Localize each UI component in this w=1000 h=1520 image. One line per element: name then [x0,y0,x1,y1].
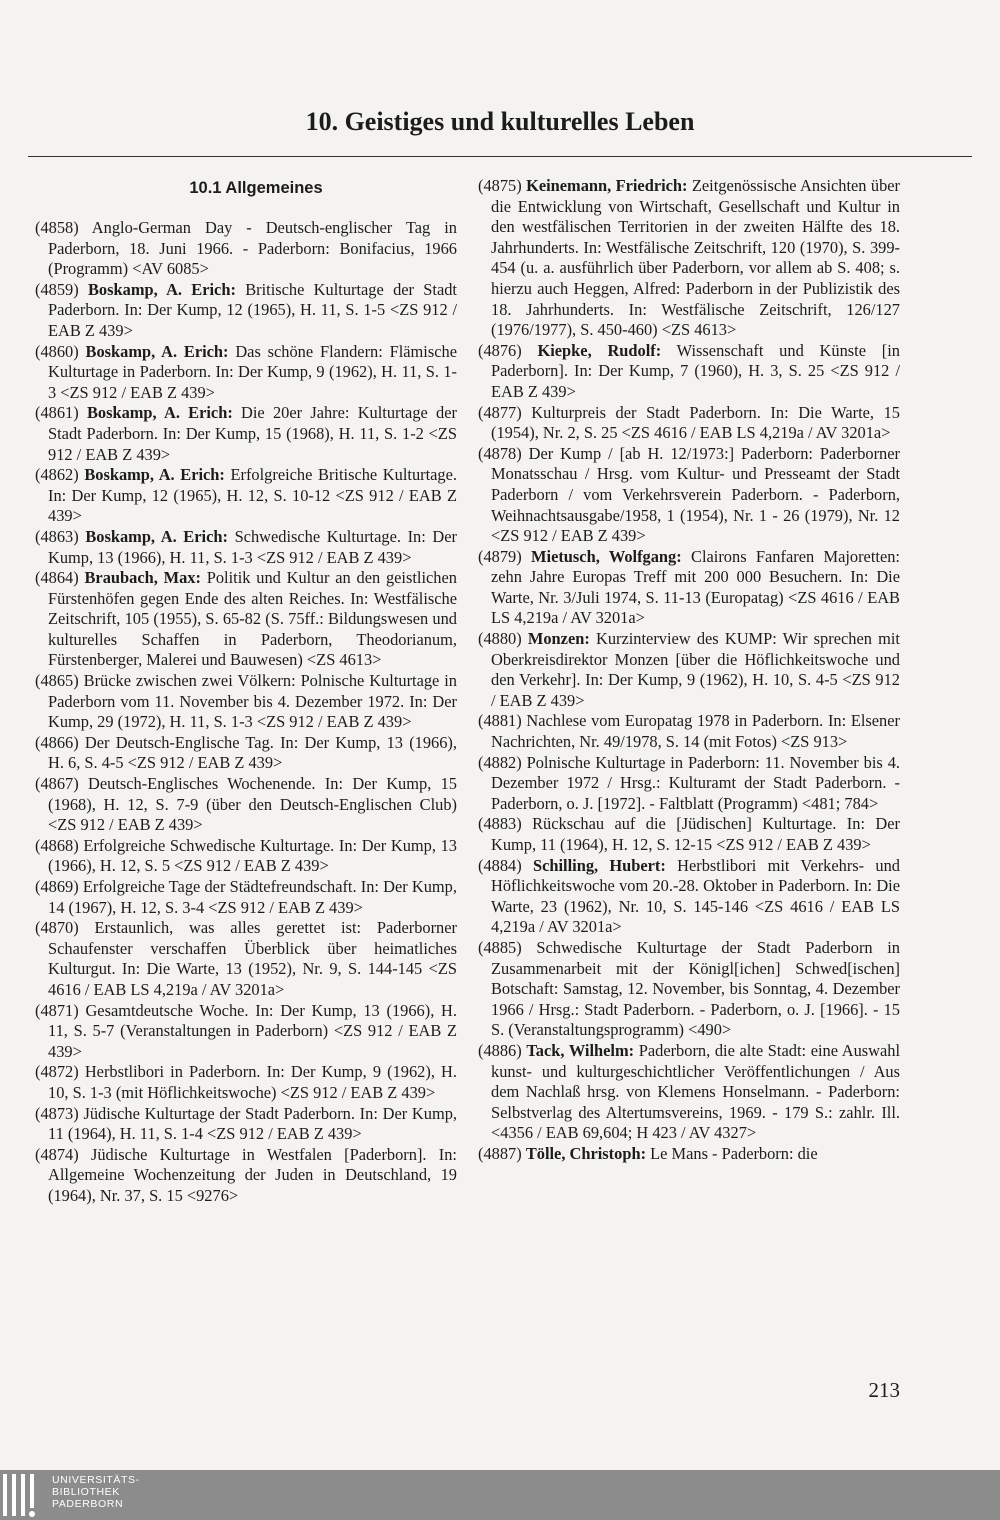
entry-number: (4877) [478,402,522,422]
bibliography-entry [35,1062,457,1103]
entry-number: (4872) [35,1062,79,1082]
entry-text: Jüdische Kulturtage in Westfalen [Paderborn]. In: Allgemeine Wochenzeitung der Juden in Deutschland, 19 (1964), Nr. 37, S. 15 <9276> [48,1144,457,1205]
bibliography-entry [478,856,900,938]
entry-number: (4871) [35,1000,79,1020]
bibliography-entry [35,342,457,404]
entry-number: (4859) [35,279,79,299]
library-name-line-2: BIBLIOTHEK [52,1486,120,1498]
entry-number: (4858) [35,218,79,237]
left-entry-list [35,218,457,1207]
entry-author: Monzen: [527,629,590,649]
bibliography-entry [35,671,457,733]
entry-author: Mietusch, Wolfgang: [531,546,682,566]
entry-author: Kiepke, Rudolf: [537,340,662,360]
entry-number: (4866) [35,732,79,752]
bibliography-entry [35,1001,457,1063]
bibliography-entry [478,176,900,341]
page-number: 213 [868,1378,900,1402]
entry-author: Tack, Wilhelm: [526,1040,635,1060]
library-name [52,1474,140,1510]
entry-text: Anglo-German Day - Deutsch-englischer Tag in Paderborn, 18. Juni 1966. - Paderborn: Bonifacius, 1966 (Programm) <AV 6085> [48,218,457,279]
entry-author: Boskamp, A. Erich: [85,341,229,361]
library-name-line-3: PADERBORN [52,1498,124,1510]
library-name-line-1: UNIVERSITÄTS- [52,1474,140,1486]
entry-number: (4870) [35,918,79,938]
bibliography-entry [478,1041,900,1144]
bibliography-entry [478,711,900,752]
entry-text: Polnische Kulturtage in Paderborn: 11. November bis 4. Dezember 1972 / Hrsg.: Kulturamt der Stadt Paderborn. - Paderborn, o. J. [1972]. - Faltblatt (Programm) <481; 784> [491,752,900,813]
left-column [35,176,457,1207]
library-logo-icon [3,1474,43,1518]
bibliography-entry [35,918,457,1000]
entry-number: (4884) [478,855,522,875]
entry-author: Schilling, Hubert: [532,855,666,875]
bibliography-entry [35,836,457,877]
entry-text: Schwedische Kulturtage der Stadt Paderborn in Zusammenarbeit mit der Königl[ichen] Schwed[ischen] Botschaft: Samstag, 12. November, bis Sonntag, 4. Dezember 1966 / Hrsg.: Stadt Paderborn. - Paderborn, o. J. [1966]. - 15 S. (Veranstaltungsprogramm) <490> [491,937,900,1040]
bibliography-entry [35,1104,457,1145]
entry-number: (4873) [35,1103,79,1123]
entry-number: (4867) [35,774,79,794]
bibliography-entry [35,403,457,465]
entry-author: Keinemann, Friedrich: [526,176,688,195]
entry-text: Erstaunlich, was alles gerettet ist: Paderborner Schaufenster verschaffen Überblick über heimatliches Kulturgut. In: Die Warte, 13 (1952), Nr. 9, S. 144-145 <ZS 4616 / EAB LS 4,219a / AV 3201a> [48,918,457,999]
entry-text: Herbstlibori in Paderborn. In: Der Kump, 9 (1962), H. 10, S. 1-3 (mit Höflichkeitswoche) <ZS 912 / EAB Z 439> [48,1062,457,1102]
entry-text: Erfolgreiche Tage der Städtefreundschaft. In: Der Kump, 14 (1967), H. 12, S. 3-4 <ZS 912 / EAB Z 439> [48,877,457,917]
entry-number: (4868) [35,835,79,855]
bibliography-entry [35,733,457,774]
bibliography-entry [35,877,457,918]
bibliography-entry [478,1144,900,1165]
title-divider [28,156,972,157]
entry-text: Le Mans - Paderborn: die [650,1143,818,1163]
bibliography-entry [478,814,900,855]
entry-text: Politik und Kultur an den geistlichen Fürstenhöfen gegen Ende des alten Reiches. In: Westfälische Zeitschrift, 105 (1955), S. 65-82 (S. 75ff.: Bildungswesen und kulturelles Schaffen in Paderborn, Theodorianum, Fürstenberger, Malerei und Bauwesen) <ZS 4613> [48,568,457,670]
entry-number: (4887) [478,1143,522,1163]
entry-text: Rückschau auf die [Jüdischen] Kulturtage. In: Der Kump, 11 (1964), H. 12, S. 12-15 <ZS 912 / EAB Z 439> [491,814,900,854]
entry-text: Brücke zwischen zwei Völkern: Polnische Kulturtage in Paderborn vom 11. November bis 4. Dezember 1972. In: Der Kump, 29 (1972), H. 11, S. 1-3 <ZS 912 / EAB Z 439> [48,671,457,732]
entry-number: (4865) [35,671,79,691]
entry-text: Paderborn, die alte Stadt: eine Auswahl kunst- und kulturgeschichtlicher Veröffentlichungen / Aus dem Nachlaß hrsg. von Klemens Honselmann. - Paderborn: Selbstverlag des Altertumsvereins, 1969. - 179 S.: zahlr. Ill. <4356 / EAB 69,604; H 423 / AV 4327> [491,1040,901,1143]
entry-number: (4881) [478,711,522,731]
bibliography-entry [478,753,900,815]
bibliography-entry [35,465,457,527]
entry-text: Deutsch-Englisches Wochenende. In: Der Kump, 15 (1968), H. 12, S. 7-9 (über den Deutsch-Englischen Club) <ZS 912 / EAB Z 439> [48,774,457,835]
entry-author: Boskamp, A. Erich: [88,279,236,299]
entry-number: (4878) [478,443,522,463]
entry-text: Gesamtdeutsche Woche. In: Der Kump, 13 (1966), H. 11, S. 5-7 (Veranstaltungen in Paderborn) <ZS 912 / EAB Z 439> [48,1000,457,1061]
bibliography-entry [478,629,900,711]
bibliography-entry [35,218,457,280]
entry-number: (4879) [478,546,522,566]
entry-text: Herbstlibori mit Verkehrs- und Höflichkeitswoche vom 20.-28. Oktober in Paderborn. In: Die Warte, 23 (1962), Nr. 10, S. 145-146 <ZS 4616 / EAB LS 4,219a / AV 3201a> [491,855,900,937]
bibliography-entry [478,444,900,547]
entry-number: (4860) [35,341,79,361]
entry-text: Wissenschaft und Künste [in Paderborn]. In: Der Kump, 7 (1960), H. 3, S. 25 <ZS 912 / EAB Z 439> [491,340,900,401]
bibliography-entry [35,568,457,671]
entry-number: (4863) [35,526,79,546]
bibliography-entry [478,938,900,1041]
bibliography-entry [478,547,900,629]
entry-text: Die 20er Jahre: Kulturtage der Stadt Paderborn. In: Der Kump, 15 (1968), H. 11, S. 1-2 <ZS 912 / EAB Z 439> [48,403,457,464]
entry-text: Nachlese vom Europatag 1978 in Paderborn. In: Elsener Nachrichten, Nr. 49/1978, S. 14 (mit Fotos) <ZS 913> [491,711,900,752]
entry-text: Kulturpreis der Stadt Paderborn. In: Die Warte, 15 (1954), Nr. 2, S. 25 <ZS 4616 / EAB LS 4,219a / AV 3201a> [491,402,900,443]
entry-number: (4862) [35,465,79,485]
entry-number: (4864) [35,568,79,588]
entry-number: (4880) [478,629,522,649]
section-title: 10.1 Allgemeines [189,179,323,197]
entry-number: (4861) [35,403,79,423]
entry-text: Clairons Fanfaren Majoretten: zehn Jahre Europas Treff mit 200 000 Besuchern. In: Die Warte, Nr. 3/Juli 1974, S. 11-13 (Europatag) <ZS 4616 / EAB LS 4,219a / AV 3201a> [491,546,900,628]
chapter-title: 10. Geistiges und kulturelles Leben [305,107,695,136]
entry-number: (4875) [478,176,522,195]
entry-number: (4886) [478,1040,522,1060]
entry-text: Erfolgreiche Schwedische Kulturtage. In: Der Kump, 13 (1966), H. 12, S. 5 <ZS 912 / EAB Z 439> [48,835,457,876]
entry-number: (4885) [478,937,522,957]
entry-number: (4869) [35,877,79,896]
bibliography-entry [478,341,900,403]
entry-author: Tölle, Christoph: [525,1143,647,1163]
entry-author: Boskamp, A. Erich: [85,526,228,546]
entry-text: Schwedische Kulturtage. In: Der Kump, 13 (1966), H. 11, S. 1-3 <ZS 912 / EAB Z 439> [48,526,457,567]
entry-text: Britische Kulturtage der Stadt Paderborn. In: Der Kump, 12 (1965), H. 11, S. 1-5 <ZS 912 / EAB Z 439> [48,279,457,340]
entry-number: (4874) [35,1144,79,1164]
entry-text: Jüdische Kulturtage der Stadt Paderborn. In: Der Kump, 11 (1964), H. 11, S. 1-4 <ZS 912 / EAB Z 439> [48,1103,457,1144]
entry-author: Boskamp, A. Erich: [86,403,233,423]
entry-text: Der Kump / [ab H. 12/1973:] Paderborn: Paderborner Monatsschau / Hrsg. vom Kultur- und Presseamt der Stadt Paderborn / vom Verkehrsverein Paderborn. - Paderborn, Weihnachtsausgabe/1958, 1 (1954), Nr. 1 - 26 (1979), Nr. 12 <ZS 912 / EAB Z 439> [491,443,900,546]
bibliography-entry [35,774,457,836]
library-footer-bar [0,1470,1000,1520]
entry-author: Braubach, Max: [84,568,201,588]
bibliography-entry [478,403,900,444]
entry-text: Zeitgenössische Ansichten über die Entwicklung von Wirtschaft, Gesellschaft und Kultur in den westfälischen Territorien in der zweiten Hälfte des 18. Jahrhunderts. In: Westfälische Zeitschrift, 120 (1970), S. 399-454 (u. a. ausführlich über Paderborn, vor allem ab S. 408; s. hierzu auch Heggen, Alfred: Paderborn in der Publizistik des 18. Jahrhunderts. In: Westfälische Zeitschrift, 126/127 (1976/1977), S. 450-460) <ZS 4613> [491,176,900,340]
entry-text: Kurzinterview des KUMP: Wir sprechen mit Oberkreisdirektor Monzen [über die Höflichkeitswoche und den Verkehr]. In: Der Kump, 9 (1962), H. 10, S. 4-5 <ZS 912 / EAB Z 439> [491,629,900,710]
entry-author: Boskamp, A. Erich: [84,465,225,485]
entry-text: Der Deutsch-Englische Tag. In: Der Kump, 13 (1966), H. 6, S. 4-5 <ZS 912 / EAB Z 439> [48,732,457,773]
right-entry-list [478,176,900,1165]
right-column [478,176,900,1165]
bibliography-entry [35,527,457,568]
entry-number: (4882) [478,752,522,772]
bibliography-entry [35,280,457,342]
entry-text: Das schöne Flandern: Flämische Kulturtage in Paderborn. In: Der Kump, 9 (1962), H. 11, S. 1-3 <ZS 912 / EAB Z 439> [48,341,457,402]
entry-number: (4876) [478,340,522,360]
entry-text: Erfolgreiche Britische Kulturtage. In: Der Kump, 12 (1965), H. 12, S. 10-12 <ZS 912 / EAB Z 439> [48,465,457,526]
bibliography-entry [35,1145,457,1207]
entry-number: (4883) [478,814,522,834]
